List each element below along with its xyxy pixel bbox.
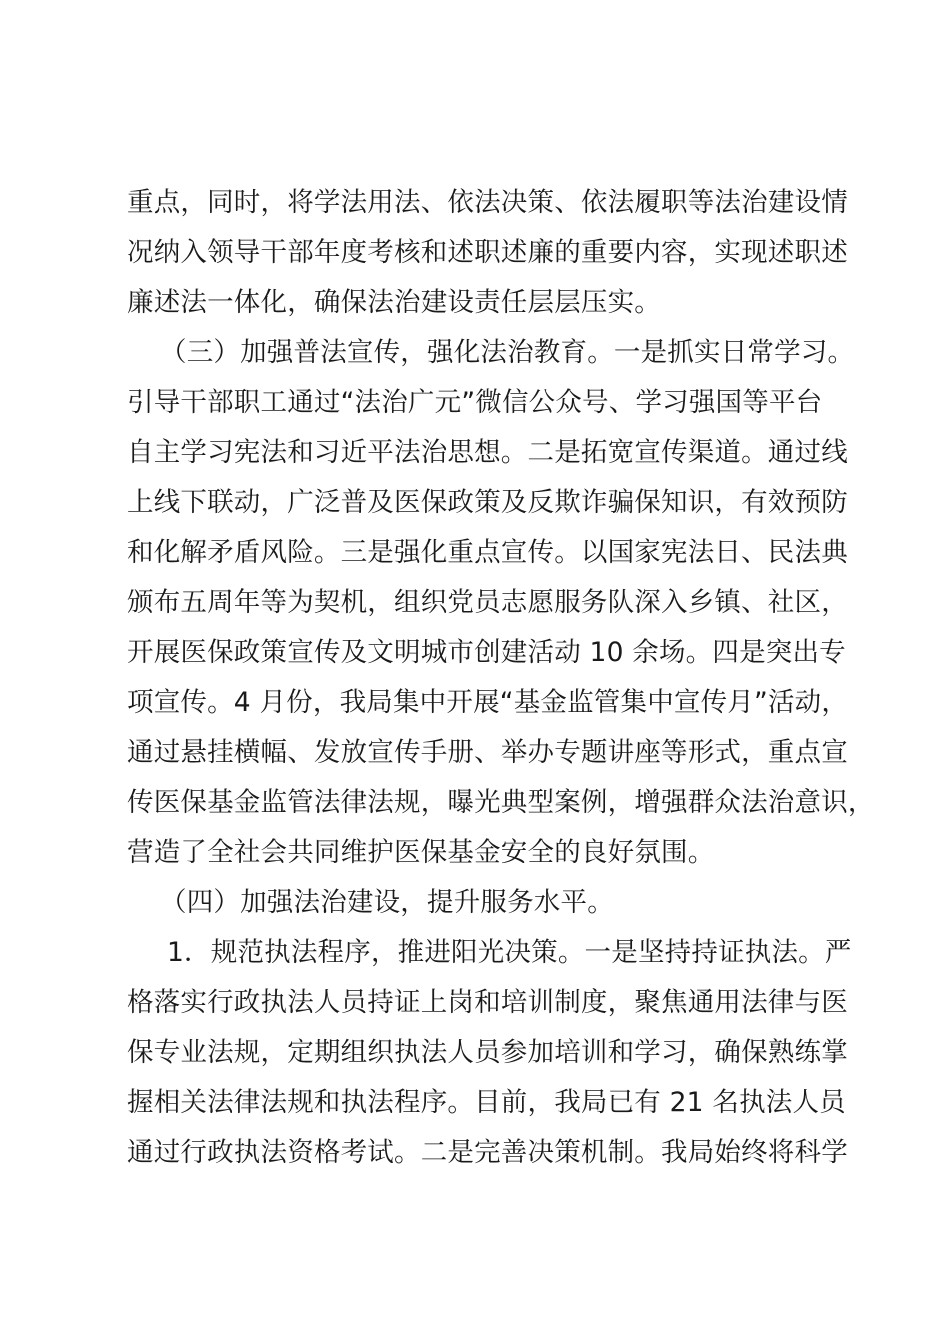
text-line-17: 格落实行政执法人员持证上岗和培训制度，聚焦通用法律与医: [127, 987, 848, 1018]
section-heading-4: （四）加强法治建设，提升服务水平。: [160, 887, 614, 918]
text-line-12: 通过悬挂横幅、发放宣传手册、举办专题讲座等形式，重点宣: [127, 737, 848, 768]
text-line-14: 营造了全社会共同维护医保基金安全的良好氛围。: [127, 837, 715, 868]
text-line-18: 保专业法规，定期组织执法人员参加培训和学习，确保熟练掌: [127, 1037, 848, 1068]
text-line-1: 重点，同时，将学法用法、依法决策、依法履职等法治建设情: [127, 187, 848, 218]
text-line-11: 项宣传。4 月份，我局集中开展“基金监管集中宣传月”活动，: [127, 687, 849, 718]
text-line-9: 颁布五周年等为契机，组织党员志愿服务队深入乡镇、社区，: [127, 587, 848, 618]
text-line-19: 握相关法律法规和执法程序。目前，我局已有 21 名执法人员: [127, 1087, 846, 1118]
text-line-13: 传医保基金监管法律法规，曝光典型案例，增强群众法治意识，: [127, 787, 875, 818]
text-line-6: 自主学习宪法和习近平法治思想。二是拓宽宣传渠道。通过线: [127, 437, 848, 468]
text-line-3: 廉述法一体化，确保法治建设责任层层压实。: [127, 287, 661, 318]
text-line-10: 开展医保政策宣传及文明城市创建活动 10 余场。四是突出专: [127, 637, 846, 668]
text-line-20: 通过行政执法资格考试。二是完善决策机制。我局始终将科学: [127, 1137, 848, 1168]
subsection-heading-1: 1．规范执法程序，推进阳光决策。一是坚持持证执法。严: [167, 937, 852, 968]
section-heading-3: （三）加强普法宣传，强化法治教育。一是抓实日常学习。: [160, 337, 855, 368]
text-line-8: 和化解矛盾风险。三是强化重点宣传。以国家宪法日、民法典: [127, 537, 848, 568]
text-line-5: 引导干部职工通过“法治广元”微信公众号、学习强国等平台: [127, 387, 823, 418]
text-line-7: 上线下联动，广泛普及医保政策及反欺诈骗保知识，有效预防: [127, 487, 848, 518]
text-line-2: 况纳入领导干部年度考核和述职述廉的重要内容，实现述职述: [127, 237, 848, 268]
